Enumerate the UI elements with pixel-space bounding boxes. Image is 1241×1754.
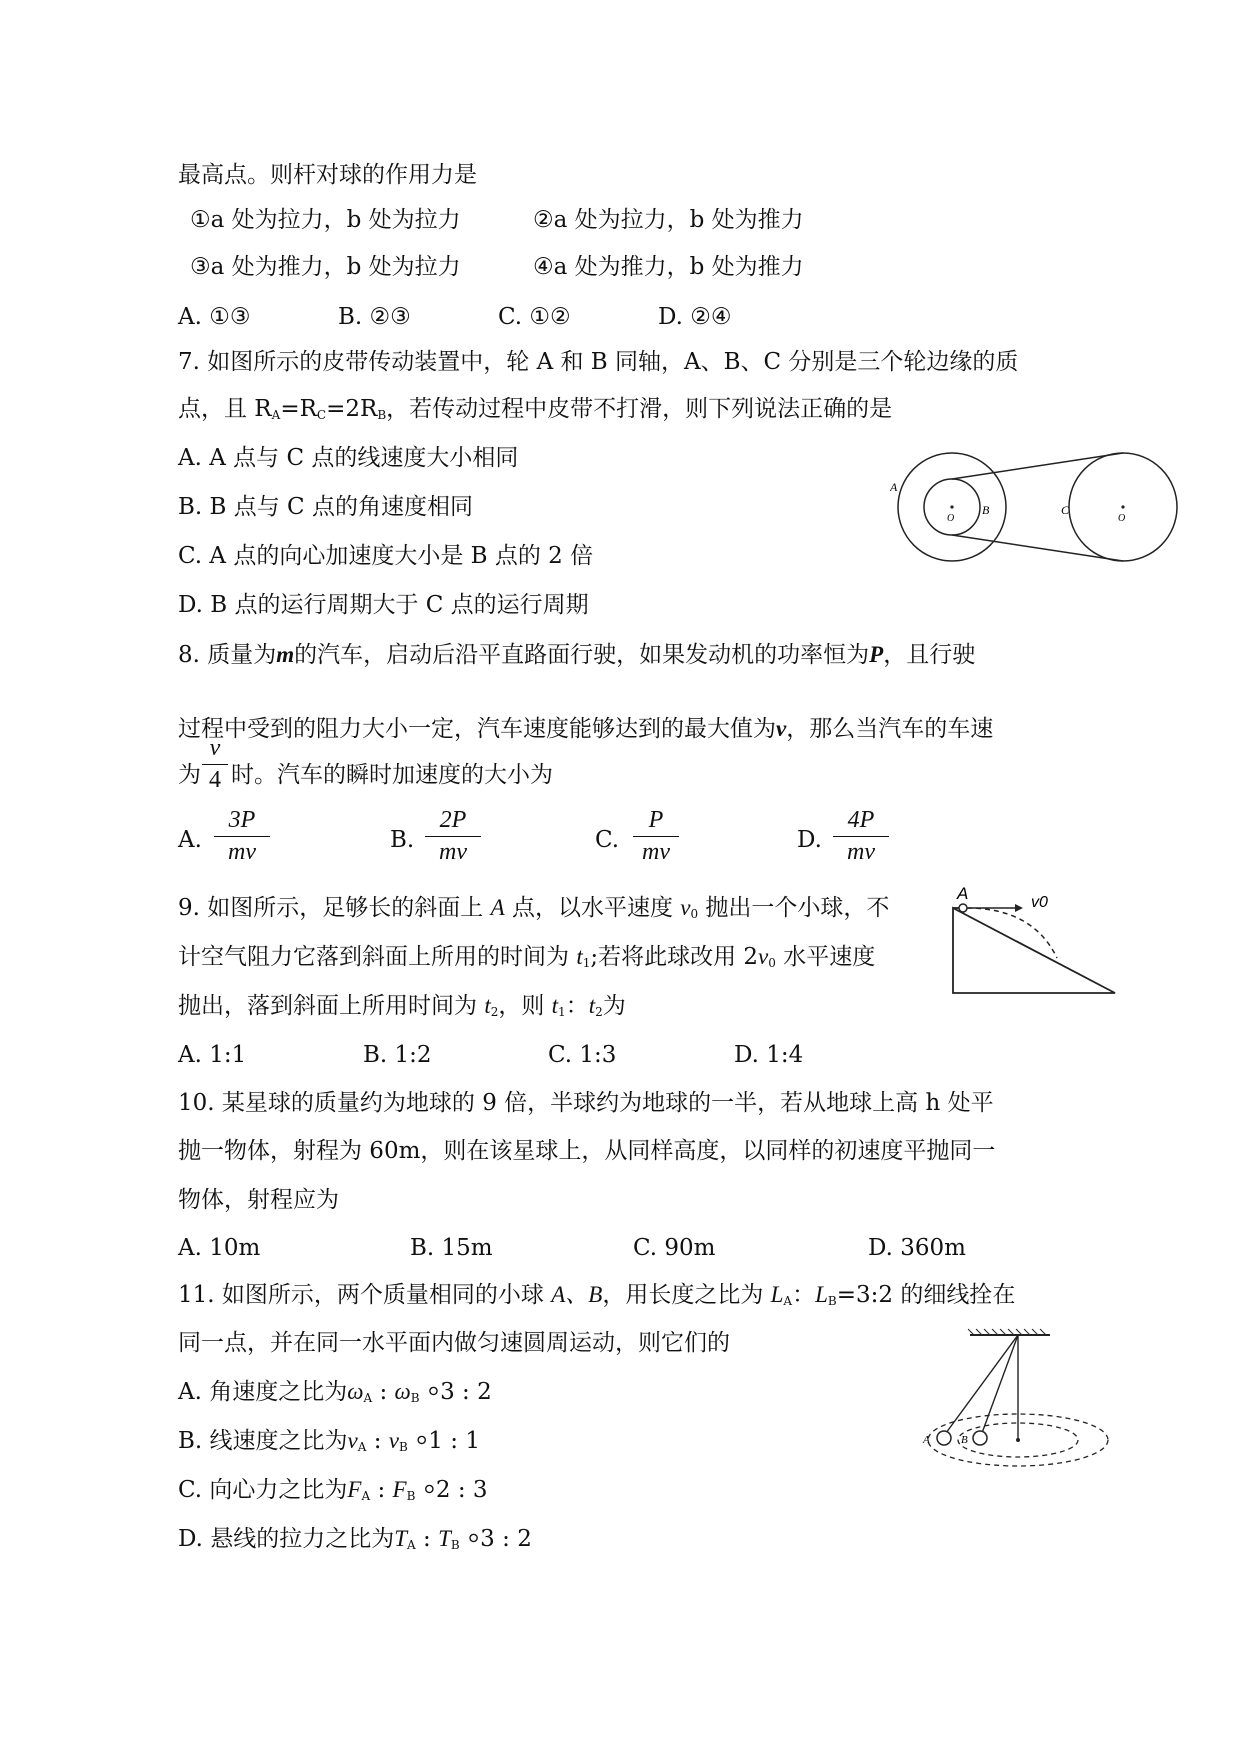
q7-option-a: A. A 点与 C 点的线速度大小相同: [178, 445, 519, 471]
q6-statement-3: ③a 处为推力，b 处为拉力: [190, 254, 461, 280]
q6-statement-2: ②a 处为拉力，b 处为推力: [533, 207, 804, 233]
string-a: [946, 1335, 1018, 1433]
q10-option-c: C. 90m: [633, 1235, 716, 1261]
q8-stem-line-1: 8. 质量为m的汽车，启动后沿平直路面行驶，如果发动机的功率恒为P，且行驶: [178, 642, 976, 668]
q7-option-d: D. B 点的运行周期大于 C 点的运行周期: [178, 592, 589, 618]
q11-option-b: B. 线速度之比为$v_A$ : $v_B$ ⸰1 : 1: [178, 1428, 480, 1454]
q9-option-d: D. 1:4: [734, 1042, 804, 1068]
belt-bottom: [952, 535, 1123, 561]
q8-option-d-label: D.: [797, 827, 822, 853]
q6-option-c: C. ①②: [498, 304, 571, 330]
label-c: C: [1061, 503, 1070, 517]
q9-stem-line-1: 9. 如图所示，足够长的斜面上 A 点，以水平速度 $v_0$ 抛出一个小球，不: [178, 895, 890, 921]
ball-b: [973, 1431, 987, 1445]
q11-option-c: C. 向心力之比为$F_A$ : $F_B$ ⸰2 : 3: [178, 1477, 488, 1503]
q8-option-a-label: A.: [178, 827, 202, 853]
q10-stem-line-1: 10. 某星球的质量约为地球的 9 倍，半球约为地球的一半，若从地球上高 h 处平: [178, 1090, 994, 1116]
q11-option-a: A. 角速度之比为$\omega_A$ : $\omega_B$ ⸰3 : 2: [178, 1379, 492, 1405]
q9-stem-line-2: 计空气阻力它落到斜面上所用的时间为 $t_1$;若将此球改用 $2v_0$ 水平速度: [178, 944, 876, 970]
belt-pulley-figure: [890, 445, 1190, 575]
q8-fraction-v-over-4: $\frac{v}{4}$: [202, 735, 228, 794]
label-o1: O: [1118, 513, 1126, 524]
q7-option-c: C. A 点的向心加速度大小是 B 点的 2 倍: [178, 543, 594, 569]
q6-option-b: B. ②③: [338, 304, 411, 330]
q7-stem-line-1: 7. 如图所示的皮带传动装置中，轮 A 和 B 同轴，A、B、C 分别是三个轮边缘的质: [178, 349, 1019, 375]
q8-option-b-formula: $\frac{2P}{mv}$: [425, 807, 481, 866]
ball: [959, 904, 967, 912]
label-a: A: [923, 1434, 930, 1446]
q6-option-d: D. ②④: [658, 304, 732, 330]
string-b: [982, 1335, 1018, 1433]
q7-option-b: B. B 点与 C 点的角速度相同: [178, 494, 473, 520]
q9-option-c: C. 1:3: [548, 1042, 617, 1068]
label-v0: v0: [1031, 894, 1048, 911]
label-b: B: [961, 1434, 968, 1446]
q8-option-d-formula: $\frac{4P}{mv}$: [833, 807, 889, 866]
belt-top: [952, 453, 1123, 479]
q6-stem-tail: 最高点。则杆对球的作用力是: [178, 162, 477, 188]
q8-option-a-formula: $\frac{3P}{mv}$: [214, 807, 270, 866]
q11-stem-line-2: 同一点，并在同一水平面内做匀速圆周运动，则它们的: [178, 1330, 730, 1356]
q8-stem-line-2: 过程中受到的阻力大小一定，汽车速度能够达到的最大值为v，那么当汽车的车速: [178, 716, 994, 742]
label-o: O: [947, 513, 955, 524]
label-b: B: [982, 503, 990, 517]
conical-pendulum-figure: [910, 1325, 1110, 1475]
q10-stem-line-3: 物体，射程应为: [178, 1187, 339, 1213]
ball-a: [937, 1431, 951, 1445]
q10-option-a: A. 10m: [178, 1235, 261, 1261]
q9-option-b: B. 1:2: [363, 1042, 432, 1068]
q10-option-b: B. 15m: [410, 1235, 493, 1261]
q6-statement-1: ①a 处为拉力，b 处为拉力: [190, 207, 461, 233]
q9-option-a: A. 1:1: [178, 1042, 247, 1068]
q8-option-c-formula: $\frac{P}{mv}$: [633, 807, 679, 866]
q11-option-d: D. 悬线的拉力之比为$T_A$ : $T_B$ ⸰3 : 2: [178, 1526, 532, 1552]
q9-stem-line-3: 抛出，落到斜面上所用时间为 $t_2$，则 $t_1$：$t_2$为: [178, 993, 626, 1019]
incline-projectile-figure: [945, 880, 1125, 1000]
label-a: A: [957, 884, 969, 903]
trajectory: [967, 908, 1057, 958]
label-a: A: [890, 480, 898, 494]
q7-stem-line-2: 点，且 $R_A=R_C=2R_B$，若传动过程中皮带不打滑，则下列说法正确的是: [178, 396, 893, 422]
q10-stem-line-2: 抛一物体，射程为 60m，则在该星球上，从同样高度，以同样的初速度平抛同一: [178, 1138, 996, 1164]
q8-option-c-label: C.: [595, 827, 620, 853]
incline: [953, 908, 1115, 993]
q10-option-d: D. 360m: [868, 1235, 966, 1261]
q8-stem-line-3: 为 时。汽车的瞬时加速度的大小为: [178, 762, 553, 788]
q6-statement-4: ④a 处为推力，b 处为推力: [533, 254, 804, 280]
q11-stem-line-1: 11. 如图所示，两个质量相同的小球 A、B，用长度之比为 $L_A$：$L_B=3:2$ 的细线拴在: [178, 1282, 1016, 1308]
q8-option-b-label: B.: [390, 827, 415, 853]
q6-option-a: A. ①③: [178, 304, 251, 330]
